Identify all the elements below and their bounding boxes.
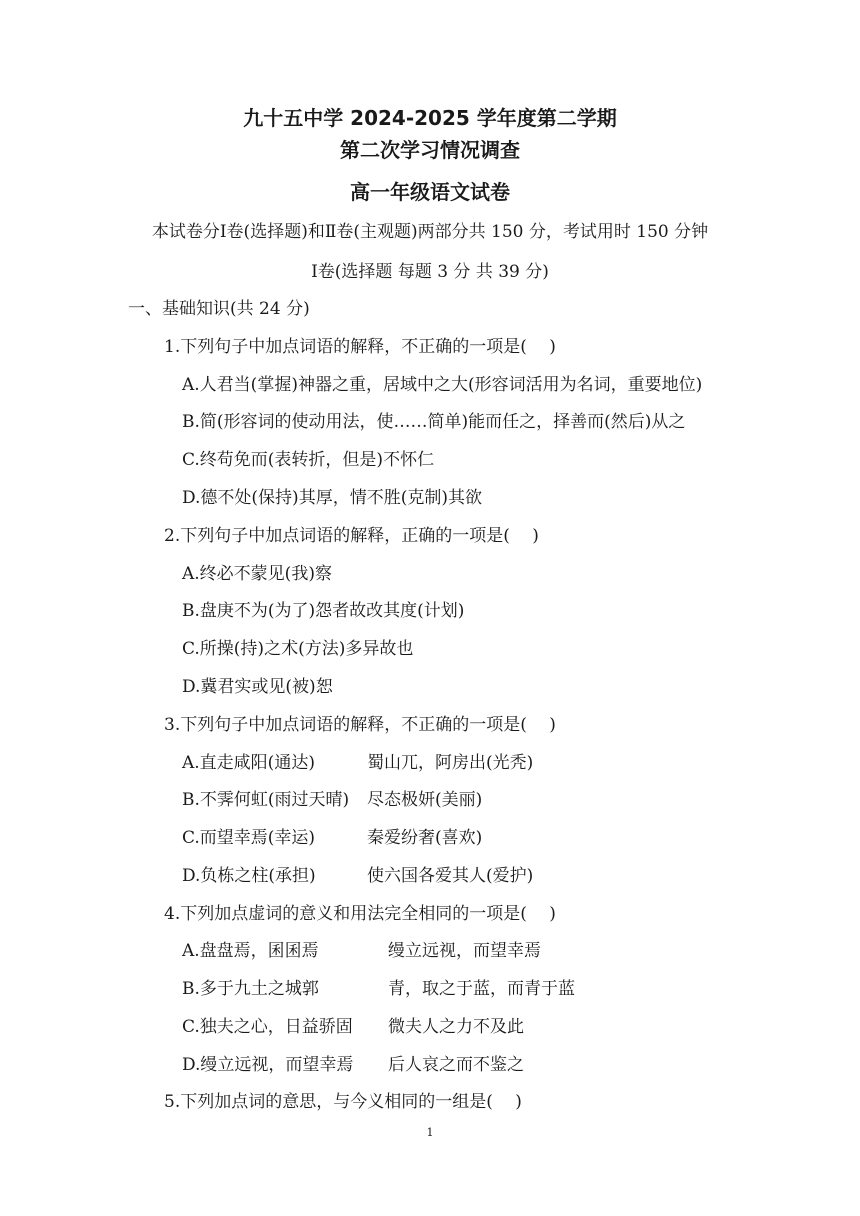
q1-stem: 1.下列句子中加点词语的解释，不正确的一项是( ) — [164, 337, 556, 357]
q3-option-c-left: C.而望幸焉(幸运) — [182, 828, 316, 848]
q4-option-b-left: B.多于九土之城郭 — [182, 979, 319, 999]
q3-option-c-right: 秦爱纷奢(喜欢) — [367, 828, 483, 848]
q3-option-a-left: A.直走咸阳(通达) — [182, 753, 315, 773]
school-title: 九十五中学 2024-2025 学年度第二学期 — [243, 106, 617, 130]
q2-option-d: D.冀君实或见(被)恕 — [182, 677, 333, 697]
q4-option-b-right: 青，取之于蓝，而青于蓝 — [388, 979, 575, 999]
q3-option-b-left: B.不霁何虹(雨过天晴) — [182, 790, 350, 810]
q4-stem: 4.下列加点虚词的意义和用法完全相同的一项是( ) — [164, 904, 556, 924]
q4-option-a-right: 缦立远视，而望幸焉 — [388, 941, 541, 961]
q4-option-a-left: A.盘盘焉，囷囷焉 — [182, 941, 319, 961]
q1-option-a: A.人君当(掌握)神器之重，居域中之大(形容词活用为名词，重要地位) — [182, 375, 703, 395]
page-number: 1 — [426, 1126, 434, 1139]
exam-intro: 本试卷分Ⅰ卷(选择题)和Ⅱ卷(主观题)两部分共 150 分，考试用时 150 分钟 — [151, 222, 709, 242]
q2-option-c: C.所操(持)之术(方法)多异故也 — [182, 639, 414, 659]
q4-option-c-right: 微夫人之力不及此 — [388, 1017, 524, 1037]
q2-option-b: B.盘庚不为(为了)怨者故改其度(计划) — [182, 601, 465, 621]
q3-stem: 3.下列句子中加点词语的解释，不正确的一项是( ) — [164, 715, 556, 735]
q5-stem: 5.下列加点词的意思，与今义相同的一组是( ) — [164, 1092, 522, 1112]
q1-option-b: B.简(形容词的使动用法，使……简单)能而任之，择善而(然后)从之 — [182, 412, 686, 432]
q2-option-a: A.终必不蒙见(我)察 — [182, 564, 332, 584]
survey-title: 第二次学习情况调查 — [340, 138, 520, 162]
q4-option-c-left: C.独夫之心，日益骄固 — [182, 1017, 353, 1037]
q1-option-c: C.终苟免而(表转折，但是)不怀仁 — [182, 450, 435, 470]
q3-option-b-right: 尽态极妍(美丽) — [367, 790, 483, 810]
q1-option-d: D.德不处(保持)其厚，情不胜(克制)其欲 — [182, 488, 482, 508]
section1-heading: 一、基础知识(共 24 分) — [128, 299, 310, 319]
q3-option-a-right: 蜀山兀，阿房出(光秃) — [367, 753, 534, 773]
q4-option-d-right: 后人哀之而不鉴之 — [388, 1055, 524, 1075]
part1-heading: Ⅰ卷(选择题 每题 3 分 共 39 分) — [311, 262, 549, 282]
q3-option-d-right: 使六国各爱其人(爱护) — [367, 866, 534, 886]
exam-title: 高一年级语文试卷 — [350, 180, 510, 204]
q3-option-d-left: D.负栋之柱(承担) — [182, 866, 316, 886]
q2-stem: 2.下列句子中加点词语的解释，正确的一项是( ) — [164, 526, 539, 546]
q4-option-d-left: D.缦立远视，而望幸焉 — [182, 1055, 354, 1075]
